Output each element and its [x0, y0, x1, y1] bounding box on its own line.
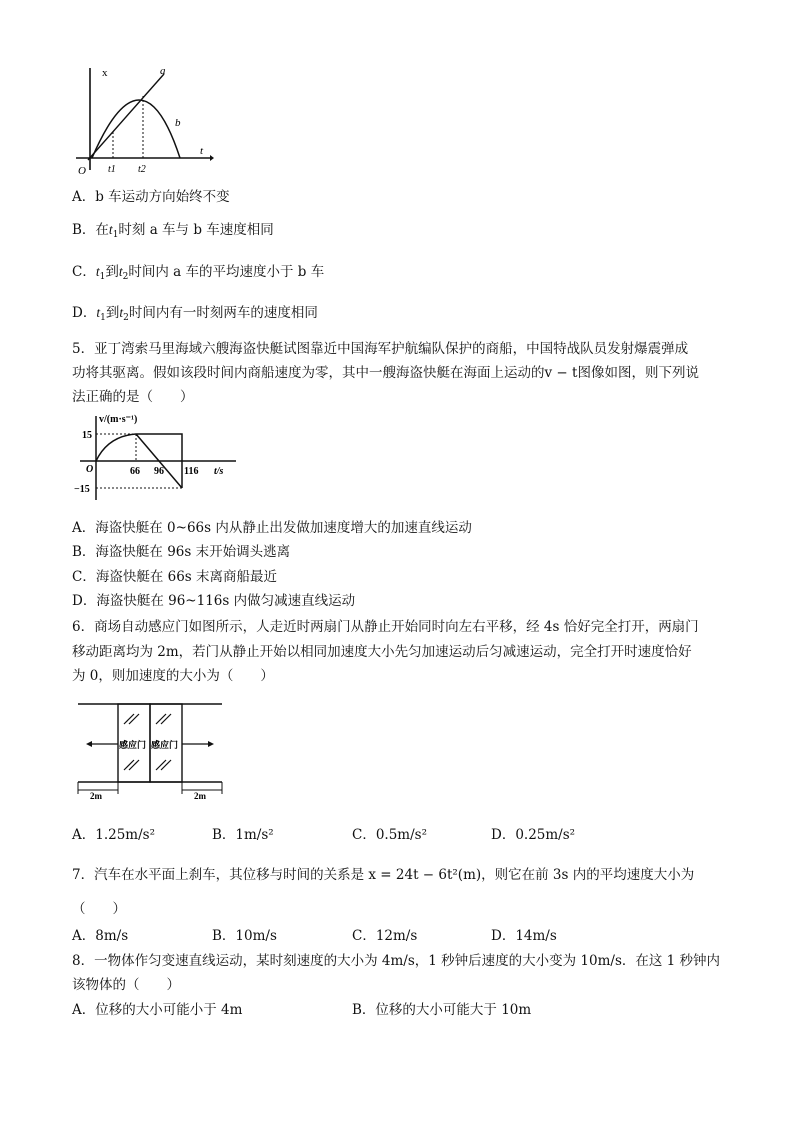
t-tick-96: 96: [154, 466, 164, 477]
right-arrow-head: [208, 741, 214, 747]
dim-left-label: 2m: [90, 791, 102, 800]
dim-right-label: 2m: [194, 791, 206, 800]
q5-stem-line2: 功将其驱离。假如该段时间内商船速度为零，其中一艘海盗快艇在海面上运动的v − t图像如图，则下列说: [72, 365, 699, 381]
door-figure: [72, 702, 230, 800]
q4-option-b-text: 时刻 a 车与 b 车速度相同: [118, 222, 274, 238]
q5-option-c: C．海盗快艇在 66s 末离商船最近: [72, 569, 278, 585]
q4-option-c-text: 时间内 a 车的平均速度小于 b 车: [128, 264, 325, 280]
door-right-label: 感应门: [151, 740, 179, 750]
q8-stem-line1: 8．一物体作匀变速直线运动，某时刻速度的大小为 4m/s，1 秒钟后速度的大小变为 10m/s．在这 1 秒钟内: [72, 953, 721, 969]
q4-option-b-prefix: B．在: [72, 222, 109, 238]
q4-option-c-mid: 到: [105, 264, 119, 280]
q4-option-a: A．b 车运动方向始终不变: [72, 189, 230, 205]
q7-stem-line1: 7．汽车在水平面上刹车，其位移与时间的关系是 x = 24t − 6t²(m)，则它在前 3s 内的平均速度大小为: [72, 867, 695, 883]
line-a: [88, 74, 164, 160]
q5-stem-line1: 5．亚丁湾索马里海域六艘海盗快艇试图靠近中国海军护航编队保护的商船，中国特战队员发射爆震弹成: [72, 341, 689, 357]
t-axis-label: t/s: [214, 466, 224, 477]
q5-option-b: B．海盗快艇在 96s 末开始调头逃离: [72, 544, 291, 560]
q5-option-a: A．海盗快艇在 0~66s 内从静止出发做加速度增大的加速直线运动: [72, 520, 472, 536]
v-axis-label: v/(m·s⁻¹): [99, 414, 138, 425]
q4-option-c: C．$t_1$到$t_2$时间内 a 车的平均速度小于 b 车: [72, 264, 325, 282]
q6-stem-line2: 移动距离均为 2m，若门从静止开始以相同加速度大小先匀加速运动后匀减速运动，完全打开时速度恰好: [72, 644, 692, 660]
vt-graph-figure: [74, 412, 244, 502]
v-tick-neg15: −15: [74, 484, 90, 495]
q6-stem-line3: 为 0，则加速度的大小为（ ）: [72, 668, 274, 684]
curve-b: [92, 100, 180, 158]
q7-option-a: A．8m/s: [72, 928, 129, 944]
x-axis-arrow: [210, 155, 214, 161]
left-arrow-head: [86, 741, 92, 747]
door-left-label: 感应门: [119, 740, 147, 750]
t-tick-66: 66: [130, 466, 140, 477]
v-tick-15: 15: [82, 430, 92, 441]
t-tick-116: 116: [184, 466, 199, 477]
q6-option-d: D．0.25m/s²: [491, 827, 576, 843]
q4-option-d-text: 时间内有一时刻两车的速度相同: [128, 305, 318, 321]
q8-stem-line2: 该物体的（ ）: [72, 977, 180, 993]
q4-option-c-prefix: C．: [72, 264, 96, 280]
q4-option-d: D．$t_1$到$t_2$时间内有一时刻两车的速度相同: [72, 305, 318, 323]
q7-stem-line2: （ ）: [72, 901, 126, 917]
curve-a-label: a: [160, 65, 166, 77]
axis-t-label: t: [200, 145, 204, 157]
q6-option-a: A．1.25m/s²: [72, 827, 155, 843]
origin-label: O: [78, 165, 86, 177]
q6-option-b: B．1m/s²: [212, 827, 274, 843]
q7-option-b: B．10m/s: [212, 928, 277, 944]
tick-t1-label: t1: [108, 164, 116, 175]
t1-symbol: t: [108, 222, 113, 237]
q5-stem-line3: 法正确的是（ ）: [72, 389, 194, 405]
q6-stem-line1: 6．商场自动感应门如图所示，人走近时两扇门从静止开始同时向左右平移，经 4s 恰好完全打开，两扇门: [72, 619, 699, 635]
curve-b-label: b: [175, 117, 181, 129]
xt-graph-figure: [72, 62, 217, 180]
q4-option-d-mid: 到: [105, 305, 120, 321]
q5-option-d: D．海盗快艇在 96~116s 内做匀减速直线运动: [72, 593, 356, 609]
q6-option-c: C．0.5m/s²: [352, 827, 427, 843]
q7-option-d: D．14m/s: [491, 928, 557, 944]
origin-label: O: [86, 464, 94, 475]
q8-option-b: B．位移的大小可能大于 10m: [352, 1002, 532, 1018]
q7-option-c: C．12m/s: [352, 928, 418, 944]
axis-x-label: x: [102, 67, 108, 79]
q4-option-d-prefix: D．: [72, 305, 97, 321]
q4-option-b: B．在$t_1$时刻 a 车与 b 车速度相同: [72, 222, 274, 240]
q8-option-a: A．位移的大小可能小于 4m: [72, 1002, 243, 1018]
tick-t2-label: t2: [138, 164, 146, 175]
